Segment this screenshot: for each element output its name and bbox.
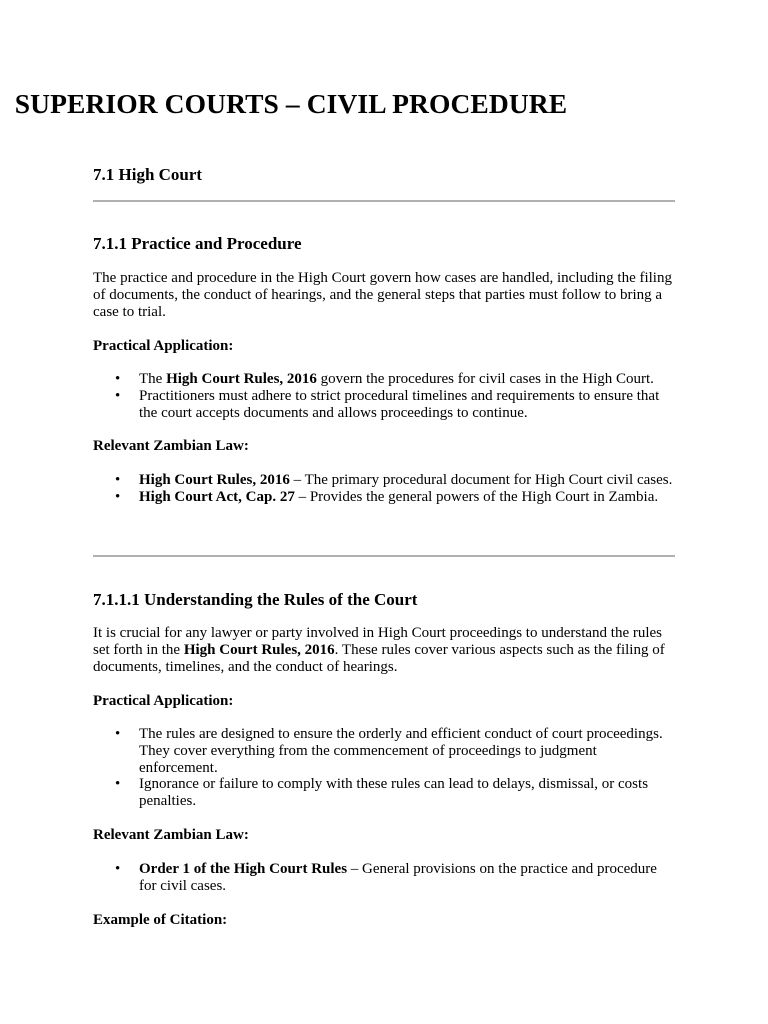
bullet-glyph: • — [115, 776, 121, 793]
list-relevant-law — [93, 472, 675, 506]
list-practical-application — [93, 371, 675, 421]
bullet-glyph: • — [115, 861, 121, 877]
list-practical-application — [93, 726, 675, 810]
paragraph-practice-intro: The practice and procedure in the High Court govern how cases are handled, including the filing of documents, the conduct of hearings, and the general steps that parties must follow to bring a case to trial. — [93, 270, 672, 320]
heading-7-1: 7.1 High Court — [93, 165, 203, 184]
list-item: • High Court Rules, 2016 – The primary procedural document for High Court civil cases. — [115, 472, 673, 488]
list-item: • Ignorance or failure to comply with these rules can lead to delays, dismissal, or costs penalties. — [115, 776, 649, 810]
heading-7-1-1: 7.1.1 Practice and Procedure — [93, 234, 302, 253]
bullet-glyph: • — [115, 387, 121, 404]
document-title: SUPERIOR COURTS – CIVIL PROCEDURE — [14, 88, 568, 119]
horizontal-divider — [93, 200, 675, 202]
list-item: • Practitioners must adhere to strict procedural timelines and requirements to ensure that the court accepts documents and allows proceedings to continue. — [115, 387, 660, 421]
list-item: • Order 1 of the High Court Rules – General provisions on the practice and procedure for civil cases. — [115, 861, 657, 894]
label-relevant-zambian-law: Relevant Zambian Law: — [93, 438, 249, 454]
paragraph-rules-intro: It is crucial for any lawyer or party involved in High Court proceedings to understand the rules set forth in the High Court Rules, 2016. These rules cover various aspects such as the filing of documents, timelines, and the conduct of hearings. — [93, 625, 665, 675]
heading-7-1-1-1: 7.1.1.1 Understanding the Rules of the Court — [93, 590, 418, 609]
list-item: • High Court Act, Cap. 27 – Provides the general powers of the High Court in Zambia. — [115, 488, 659, 505]
label-relevant-zambian-law: Relevant Zambian Law: — [93, 827, 249, 843]
bullet-glyph: • — [115, 472, 121, 488]
label-practical-application: Practical Application: — [93, 338, 234, 354]
list-item: • The High Court Rules, 2016 govern the procedures for civil cases in the High Court. — [115, 371, 654, 387]
bullet-glyph: • — [115, 726, 121, 742]
list-item: • The rules are designed to ensure the orderly and efficient conduct of court proceedings. They cover everything from the commencement of proceedings to judgment enforcement. — [115, 726, 663, 776]
list-relevant-law — [93, 861, 675, 895]
label-practical-application: Practical Application: — [93, 693, 234, 709]
horizontal-divider — [93, 555, 675, 557]
bullet-glyph: • — [115, 371, 121, 387]
bullet-glyph: • — [115, 488, 121, 505]
label-example-of-citation: Example of Citation: — [93, 912, 228, 928]
